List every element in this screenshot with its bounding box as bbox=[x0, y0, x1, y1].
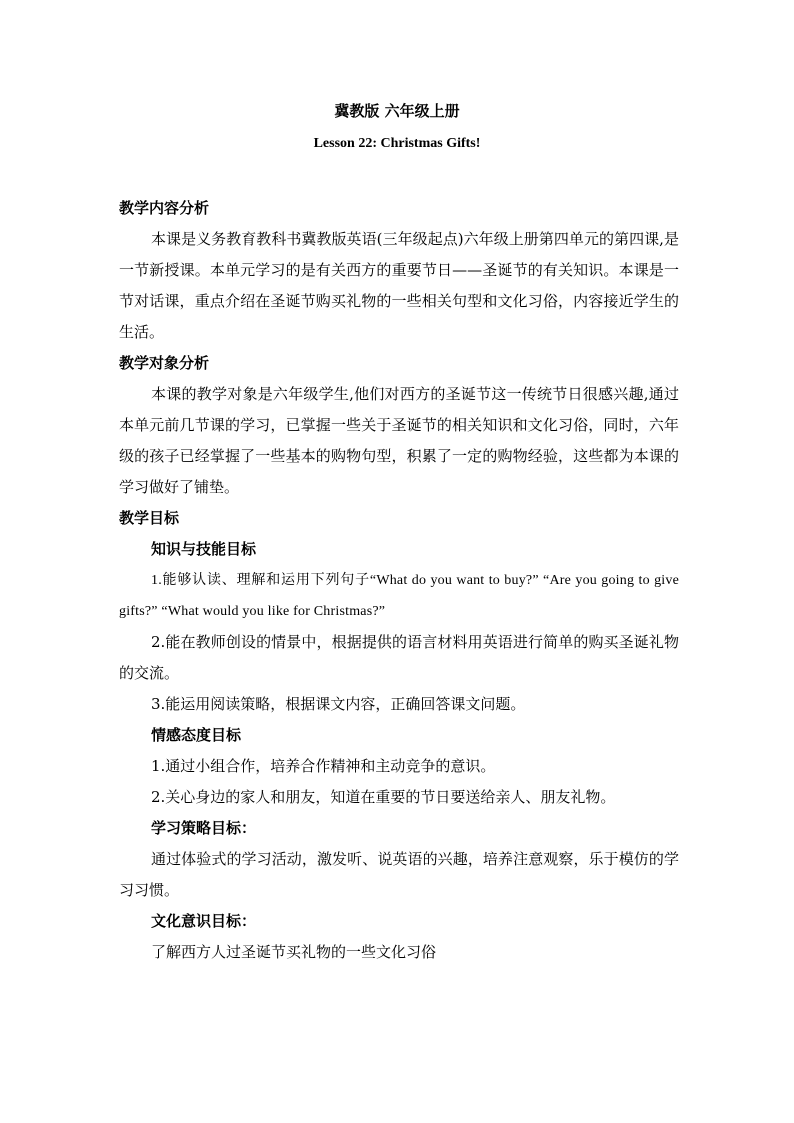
lesson-title: Lesson 22: Christmas Gifts! bbox=[313, 136, 481, 151]
document-body bbox=[119, 193, 679, 968]
student-analysis-paragraph: 本课的教学对象是六年级学生,他们对西方的圣诞节这一传统节日很感兴趣,通过本单元前几节课的学习，已掌握一些关于圣诞节的相关知识和文化习俗，同时，六年级的孩子已经掌握了一些基本的购物句型，积累了一定的购物经验，这些都为本课的学习做好了铺垫。 bbox=[119, 385, 679, 496]
content-analysis-paragraph: 本课是义务教育教科书冀教版英语(三年级起点)六年级上册第四单元的第四课,是一节新授课。本单元学习的是有关西方的重要节日——圣诞节的有关知识。本课是一节对话课，重点介绍在圣诞节购买礼物的一些相关句型和文化习俗，内容接近学生的生活。 bbox=[119, 230, 679, 341]
knowledge-objectives-heading: 知识与技能目标 bbox=[151, 540, 257, 558]
section-heading-content-analysis: 教学内容分析 bbox=[119, 199, 210, 217]
emotion-objective-item: 1.通过小组合作，培养合作精神和主动竞争的意识。 bbox=[151, 757, 496, 775]
knowledge-objective-item: 2.能在教师创设的情景中，根据提供的语言材料用英语进行简单的购买圣诞礼物的交流。 bbox=[119, 633, 679, 682]
emotion-objectives-heading: 情感态度目标 bbox=[151, 726, 242, 744]
emotion-objective-item: 2.关心身边的家人和朋友，知道在重要的节日要送给亲人、朋友礼物。 bbox=[151, 788, 616, 806]
culture-objectives-heading: 文化意识目标： bbox=[151, 912, 257, 930]
strategy-objective-text: 通过体验式的学习活动，激发听、说英语的兴趣，培养注意观察，乐于模仿的学习习惯。 bbox=[119, 850, 679, 899]
culture-objective-text: 了解西方人过圣诞节买礼物的一些文化习俗 bbox=[151, 943, 437, 961]
document-title: 冀教版 六年级上册 bbox=[334, 102, 460, 120]
strategy-objectives-heading: 学习策略目标： bbox=[151, 819, 257, 837]
section-heading-student-analysis: 教学对象分析 bbox=[119, 354, 210, 372]
knowledge-objective-item: 1.能够认读、理解和运用下列句子“What do you want to buy?” “Are you going to give gifts?” “What would you like for Christmas?” bbox=[119, 573, 679, 619]
section-heading-objectives: 教学目标 bbox=[119, 509, 180, 527]
knowledge-objective-item: 3.能运用阅读策略，根据课文内容，正确回答课文问题。 bbox=[151, 695, 526, 713]
